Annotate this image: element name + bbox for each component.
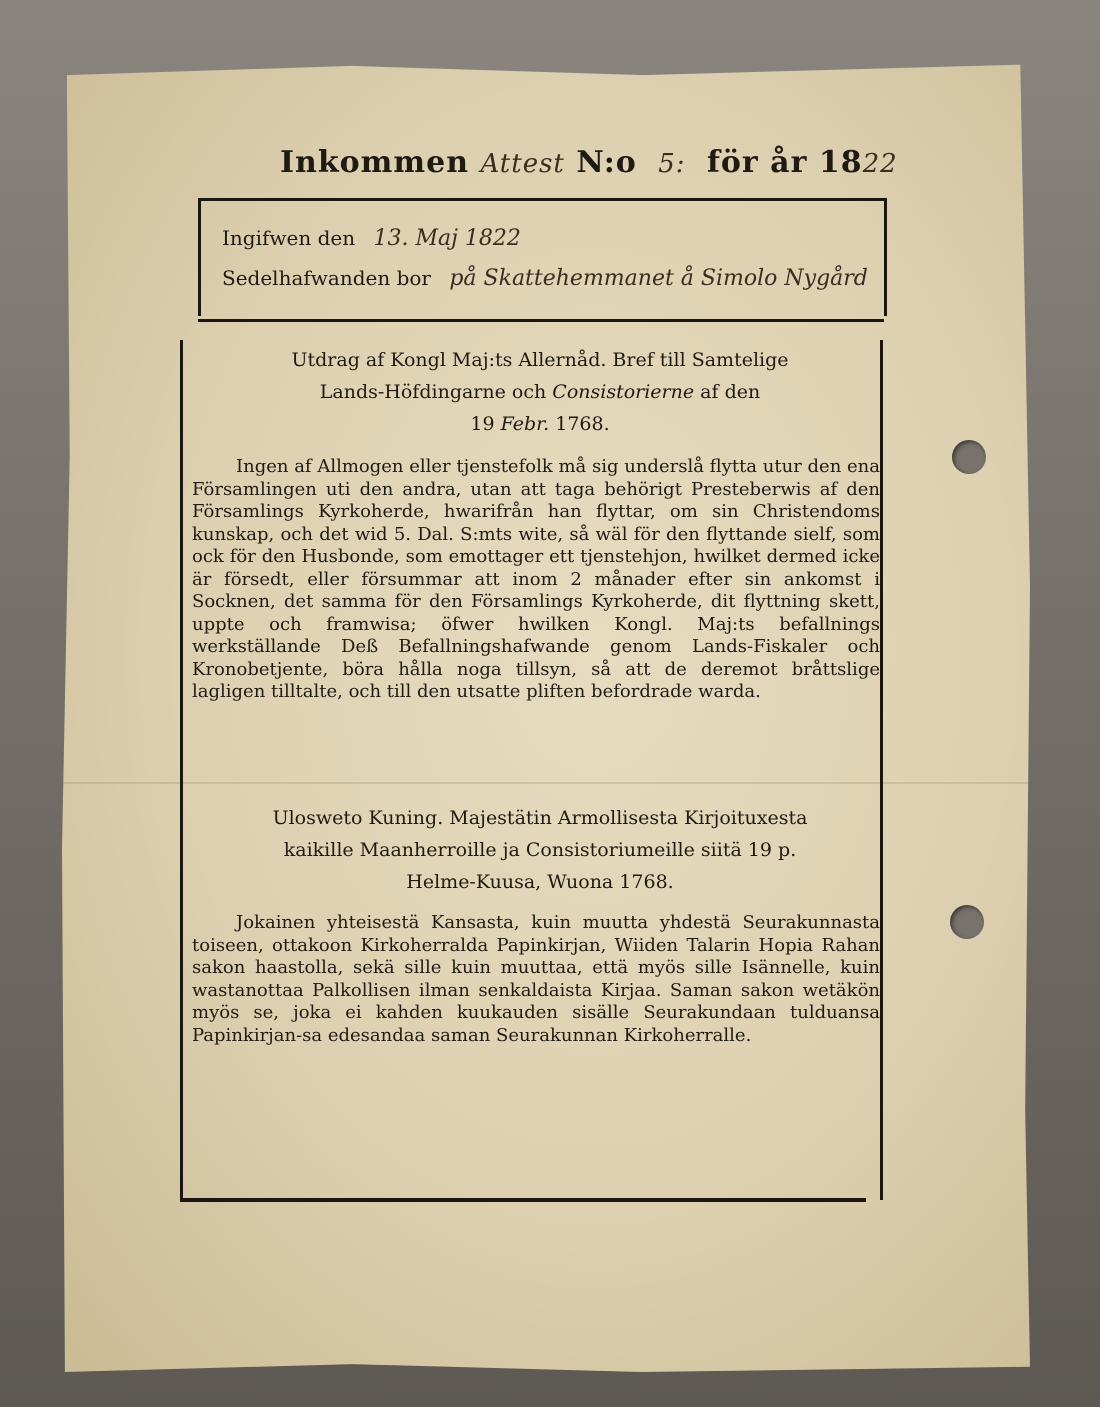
swedish-heading-line3 (200, 408, 880, 440)
field-handwritten-value: på Skattehemmanet å Simolo Nygård (449, 266, 868, 291)
box-right-rule (884, 198, 887, 316)
fold-crease (62, 782, 1030, 784)
title-handwritten-type: Attest (480, 149, 565, 179)
frame-bottom-rule (180, 1198, 866, 1202)
finnish-heading-line2: kaikille Maanherroille ja Consistoriumeille siitä 19 p. (283, 839, 797, 861)
heading-text: af den (700, 381, 761, 403)
title-printed-year-label: för år 18 (707, 145, 863, 180)
title-printed-no: N:o (576, 145, 637, 180)
box-left-rule (198, 198, 201, 316)
swedish-body (192, 456, 880, 704)
frame-right-rule (880, 340, 883, 1200)
finnish-body-paragraph: Jokainen yhteisestä Kansasta, kuin muutta yhdestä Seurakunnasta toiseen, ottakoon Kirkoherralda Papinkirjan, Wiiden Talarin Hopia Rahan sakon haastolla, sekä sille kuin muuttaa, että myös sille Isännelle, kuin wastanottaa Palkollisen ilman senkaldaista Kirjaa. Saman sakon wetäkön myös se, joka ei kahden kuukauden sisälle Seurakundaan tulduansa Papinkirjan-sa edesandaa saman Seurakunnan Kirkoherralle. (192, 912, 880, 1046)
finnish-body (192, 912, 880, 1047)
swedish-heading (200, 344, 880, 440)
swedish-heading-line2 (200, 376, 880, 408)
heading-text: 1768. (555, 413, 610, 435)
finnish-heading-line1: Ulosweto Kuning. Majestätin Armollisesta Kirjoituxesta (272, 807, 808, 829)
heading-text: 19 (470, 413, 495, 435)
title-handwritten-number: 5: (658, 149, 686, 179)
form-title (280, 145, 898, 180)
swedish-body-paragraph: Ingen af Allmogen eller tjenstefolk må sig underslå flytta utur den ena Församlingen uti den andra, utan att taga behörigt Presteberwis af den Församlings Kyrkoherde, hwarifrån han flyttar, om sin Christendoms kunskap, och det wid 5. Dal. S:mts wite, så wäl för den flyttande sielf, som ock för den Husbonde, som emottager ett tjenstehjon, hwilket dermed icke är försedt, eller försummar att inom 2 månader efter sin ankomst i Socknen, det samma för den Församlings Kyrkoherde, dit flyttning skett, uppte och framwisa; öfwer hwilken Kongl. Maj:ts befallnings werkställande Deß Befallningshafwande genom Lands-Fiskaler och Kronobetjente, böra hålla noga tillsyn, så att de deremot bråttslige lagligen tilltalte, och till den utsatte pliften befordrade warda. (192, 456, 880, 702)
punch-hole (952, 440, 986, 474)
finnish-heading-line3: Helme-Kuusa, Wuona 1768. (406, 871, 674, 893)
title-printed-prefix: Inkommen (280, 145, 470, 180)
heading-italic-text: Consistorierne (552, 381, 695, 403)
heading-italic-text: Febr. (500, 413, 550, 435)
field-holder-residence (222, 266, 868, 291)
field-label: Sedelhafwanden bor (222, 266, 431, 290)
punch-hole (950, 905, 984, 939)
field-label: Ingifwen den (222, 226, 356, 250)
registration-box (198, 198, 884, 322)
heading-text: Lands-Höfdingarne och (319, 381, 547, 403)
field-submitted-date (222, 226, 521, 251)
frame-left-rule (180, 340, 183, 1200)
title-handwritten-year: 22 (862, 149, 898, 179)
swedish-heading-line1: Utdrag af Kongl Maj:ts Allernåd. Bref till Samtelige (291, 349, 789, 371)
field-handwritten-value: 13. Maj 1822 (373, 226, 521, 251)
finnish-heading (200, 802, 880, 898)
